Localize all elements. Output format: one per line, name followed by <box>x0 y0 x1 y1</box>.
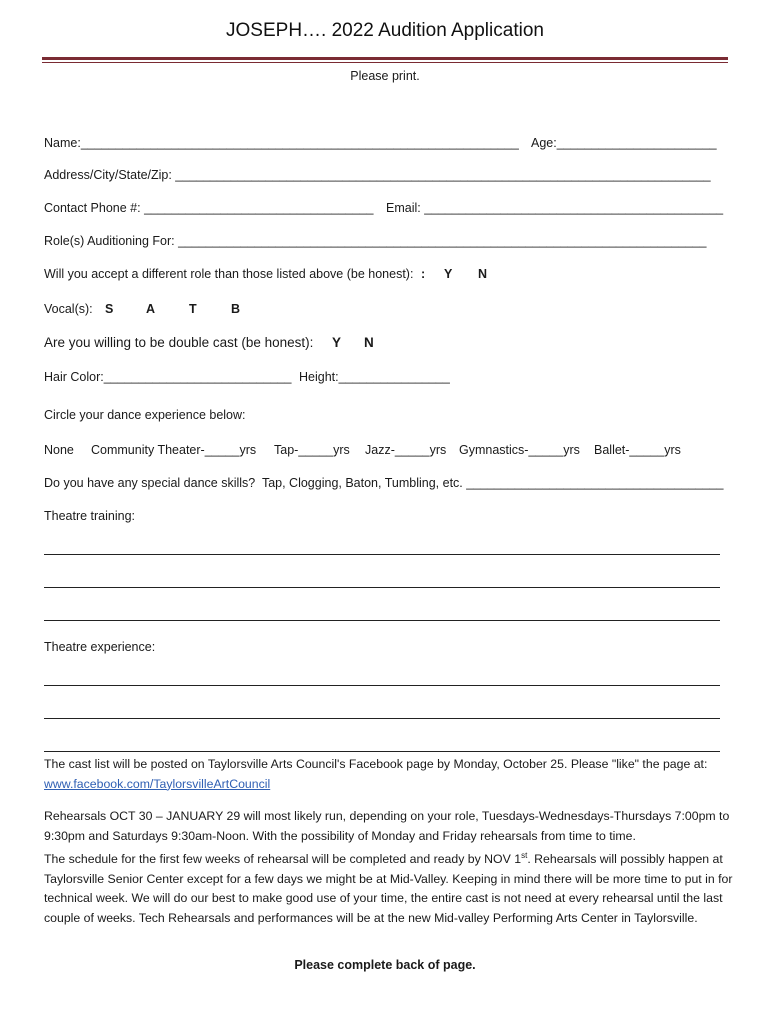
vocals-label: Vocal(s): <box>44 302 93 316</box>
dance-option-none[interactable]: None <box>44 443 74 457</box>
different-role-no[interactable]: N <box>478 267 488 281</box>
different-role-yes[interactable]: Y <box>444 267 453 281</box>
age-field[interactable]: Age:_______________________ <box>531 136 717 150</box>
vocal-alto[interactable]: A <box>146 302 156 316</box>
complete-back-notice: Please complete back of page. <box>294 958 476 972</box>
different-role-colon: : <box>421 267 426 281</box>
theatre-training-line-3[interactable] <box>44 620 720 621</box>
double-cast-no[interactable]: N <box>364 335 374 350</box>
height-field[interactable]: Height:________________ <box>299 370 450 384</box>
dance-option-ballet[interactable]: Ballet-_____yrs <box>594 443 681 457</box>
theatre-training-line-2[interactable] <box>44 587 720 588</box>
vocal-soprano[interactable]: S <box>105 302 114 316</box>
facebook-link[interactable]: www.facebook.com/TaylorsvilleArtCouncil <box>44 776 271 791</box>
header-rule-thick <box>42 57 728 60</box>
theatre-training-line-1[interactable] <box>44 554 720 555</box>
theatre-experience-line-2[interactable] <box>44 718 720 719</box>
dance-option-tap[interactable]: Tap-_____yrs <box>274 443 350 457</box>
rehearsal-info-2 <box>44 846 734 928</box>
hair-color-field[interactable]: Hair Color:___________________________ <box>44 370 292 384</box>
double-cast-question: Are you willing to be double cast (be honest): <box>44 335 314 350</box>
theatre-experience-label: Theatre experience: <box>44 640 156 654</box>
dance-option-community-theater[interactable]: Community Theater-_____yrs <box>91 443 257 457</box>
dance-option-gymnastics[interactable]: Gymnastics-_____yrs <box>459 443 580 457</box>
rehearsal-info-2-end: . Rehearsals will possibly happen at Taylorsville Senior Center except for a few days we might be at Mid-Valley. Keeping in mind there will be more time to put in for technical week. We will do our best to make good use of your time, the entire cast is not need at every rehearsal until the last couple of weeks. Tech Rehearsals and performances will be at the new Mid-valley Performing Arts Center in Taylorsville. <box>44 852 733 925</box>
name-field[interactable]: Name:_______________________________________________________________ <box>44 136 519 150</box>
special-dance-skills-field[interactable]: Do you have any special dance skills? Tap, Clogging, Baton, Tumbling, etc. _____________________________________ <box>44 476 724 490</box>
dance-prompt: Circle your dance experience below: <box>44 408 246 422</box>
cast-list-text: The cast list will be posted on Taylorsville Arts Council's Facebook page by Monday, October 25. Please "like" the page at: <box>44 757 708 771</box>
address-field[interactable]: Address/City/State/Zip: _____________________________________________________________________________ <box>44 168 711 182</box>
theatre-experience-line-3[interactable] <box>44 751 720 752</box>
vocal-tenor[interactable]: T <box>189 302 197 316</box>
rehearsal-info-2-sup: st <box>521 851 528 860</box>
dance-option-jazz[interactable]: Jazz-_____yrs <box>365 443 447 457</box>
roles-field[interactable]: Role(s) Auditioning For: ____________________________________________________________________________ <box>44 234 707 248</box>
double-cast-yes[interactable]: Y <box>332 335 342 350</box>
header-rule-thin <box>42 62 728 63</box>
cast-list-notice <box>44 755 734 794</box>
page-title: JOSEPH…. 2022 Audition Application <box>226 20 544 41</box>
rehearsal-info-1: Rehearsals OCT 30 – JANUARY 29 will most likely run, depending on your role, Tuesdays-Wednesdays-Thursdays 7:00pm to 9:30pm and Saturdays 9:30am-Noon. With the possibility of Monday and Friday rehearsals from time to time. <box>44 809 730 843</box>
theatre-experience-line-1[interactable] <box>44 685 720 686</box>
phone-field[interactable]: Contact Phone #: _________________________________ <box>44 201 374 215</box>
print-instruction: Please print. <box>350 69 420 83</box>
theatre-training-label: Theatre training: <box>44 509 136 523</box>
email-field[interactable]: Email: ___________________________________________ <box>386 201 724 215</box>
rehearsal-info-2-start: The schedule for the first few weeks of rehearsal will be completed and ready by NOV 1 <box>44 852 522 867</box>
vocal-bass[interactable]: B <box>231 302 241 316</box>
different-role-question: Will you accept a different role than those listed above (be honest): <box>44 267 414 281</box>
